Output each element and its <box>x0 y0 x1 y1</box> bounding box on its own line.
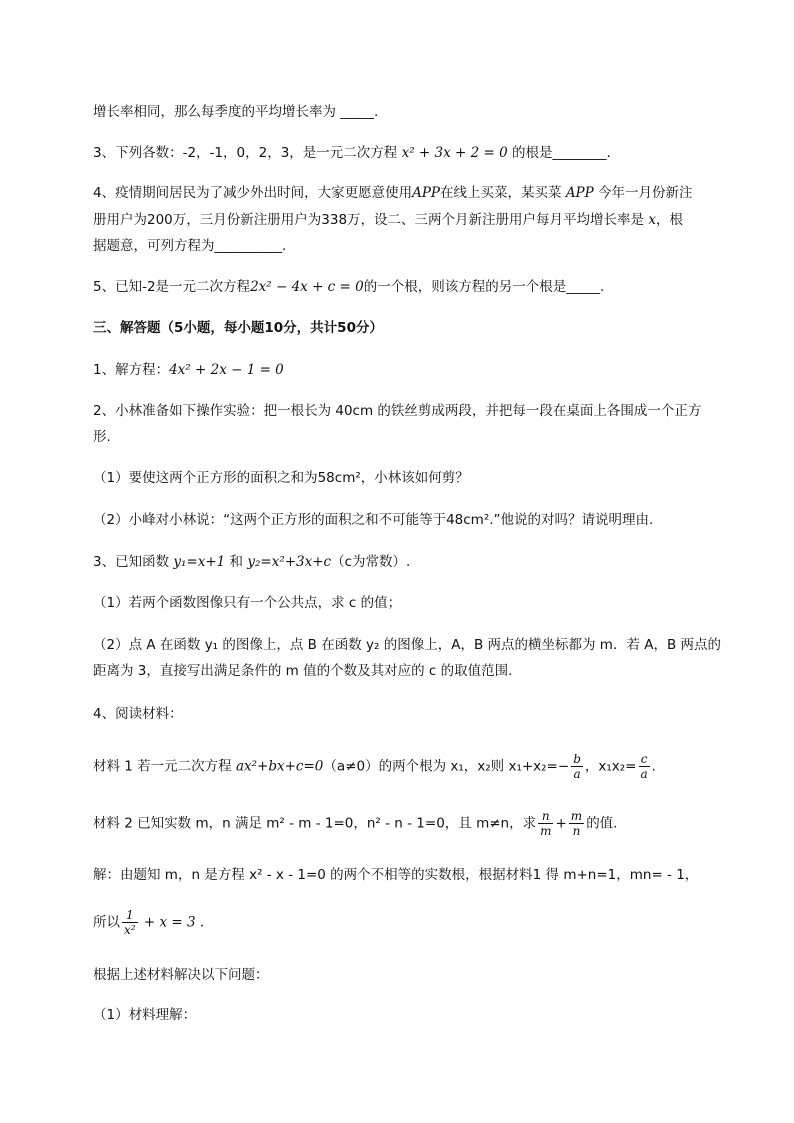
sub-question-1: （1）材料理解： <box>93 1007 197 1023</box>
question-3 <box>93 144 611 162</box>
basis-line: 根据上述材料解决以下问题： <box>93 967 269 983</box>
function-y1: y₁=x+1 <box>173 554 226 570</box>
plus-sign: + <box>555 815 567 832</box>
q3-text: 3、下列各数：-2，-1，0，2，3，是一元二次方程 <box>93 145 402 161</box>
denominator: a <box>640 767 648 781</box>
so-equation: + x = 3 . <box>139 914 205 931</box>
problem-2-line2: 形. <box>93 429 111 445</box>
problem-2-line1: 2、小林准备如下操作实验：把一根长为 40cm 的铁丝剪成两段，并把每一段在桌面上各围成一个正方 <box>93 403 702 419</box>
fraction-b-over-a <box>571 752 583 781</box>
question-4-line1 <box>93 184 693 202</box>
q4-text: 4、疫情期间居民为了减少外出时间，大家更愿意使用 <box>93 185 413 201</box>
denominator: n <box>572 824 581 838</box>
q5-text: 5、已知-2是一元二次方程 <box>93 279 251 295</box>
p1-text: 1、解方程： <box>93 362 170 378</box>
m2-text: 的值. <box>586 815 618 832</box>
problem-2-part1: （1）要使这两个正方形的面积之和为58cm²，小林该如何剪？ <box>93 470 469 486</box>
variable-x: x <box>648 212 656 228</box>
section-3-heading: 三、解答题（5小题，每小题10分，共计50分） <box>93 320 383 336</box>
m1-text: ，x₁x₂= <box>584 758 637 775</box>
problem-2-part2: （2）小峰对小林说：“这两个正方形的面积之和不可能等于48cm².”他说的对吗？请说明理由. <box>93 512 654 528</box>
problem-3-part2-line1: （2）点 A 在函数 y₁ 的图像上，点 B 在函数 y₂ 的图像上，A，B 两点的横坐标都为 m．若 A，B 两点的 <box>93 637 722 653</box>
denominator: m <box>540 824 552 838</box>
numerator: b <box>573 752 581 766</box>
so-line <box>93 908 204 937</box>
app-term: APP <box>412 185 441 201</box>
m2-text: 材料 2 已知实数 m，n 满足 m² - m - 1=0，n² - n - 1=0，且 m≠n，求 <box>93 815 537 832</box>
q4-text: 在线上买菜，某买菜 <box>440 185 566 201</box>
so-text: 所以 <box>93 914 120 931</box>
m1-equation: ax²+bx+c=0 <box>235 758 324 775</box>
numerator: 1 <box>122 908 138 923</box>
fraction-m-over-n <box>569 809 584 838</box>
problem-3-part1: （1）若两个函数图像只有一个公共点，求 c 的值； <box>93 595 402 611</box>
q5-text: 的一个根，则该方程的另一个根是_____. <box>363 279 605 295</box>
q3-equation: x² + 3x + 2 = 0 <box>401 145 508 161</box>
p1-equation: 4x² + 2x − 1 = 0 <box>169 362 284 378</box>
fraction-1-over-x2 <box>122 908 138 937</box>
p3-text: 和 <box>225 554 248 570</box>
problem-4: 4、阅读材料： <box>93 706 183 722</box>
q5-equation: 2x² − 4x + c = 0 <box>250 279 364 295</box>
text-line: 增长率相同，那么每季度的平均增长率为 _____. <box>93 104 379 120</box>
question-4-line2 <box>93 211 683 229</box>
q4-text: 册用户为200万，三月份新注册用户为338万，设二、三两个月新注册用户每月平均增长率是 <box>93 212 649 228</box>
solution-line: 解：由题知 m，n 是方程 x² - x - 1=0 的两个不相等的实数根，根据材料1 得 m+n=1，mn= - 1， <box>93 867 699 883</box>
material-2 <box>93 809 617 838</box>
m1-text: . <box>651 758 656 775</box>
numerator: c <box>639 752 650 767</box>
fraction-n-over-m <box>538 809 553 838</box>
denominator: a <box>573 767 581 781</box>
problem-3 <box>93 553 410 571</box>
p3-text: （c为常数）. <box>331 554 411 570</box>
numerator: n <box>538 809 553 824</box>
question-5 <box>93 278 604 296</box>
numerator: m <box>570 809 583 823</box>
p3-text: 3、已知函数 <box>93 554 174 570</box>
m1-text: （a≠0）的两个根为 x₁，x₂则 x₁+x₂=− <box>323 758 570 775</box>
app-term: APP <box>565 185 594 201</box>
m1-text: 材料 1 若一元二次方程 <box>93 758 236 775</box>
q3-blank: 的根是________. <box>507 145 611 161</box>
q4-text: ，根 <box>655 212 683 228</box>
q4-text: 今年一月份新注 <box>593 185 693 201</box>
fraction-c-over-a <box>639 752 650 781</box>
problem-3-part2-line2: 距离为 3，直接写出满足条件的 m 值的个数及其对应的 c 的取值范围. <box>93 663 513 679</box>
denominator: x² <box>124 923 136 937</box>
material-1 <box>93 752 656 781</box>
function-y2: y₂=x²+3x+c <box>247 554 332 570</box>
problem-1 <box>93 361 284 379</box>
question-4-line3: 据题意，可列方程为__________. <box>93 238 287 254</box>
